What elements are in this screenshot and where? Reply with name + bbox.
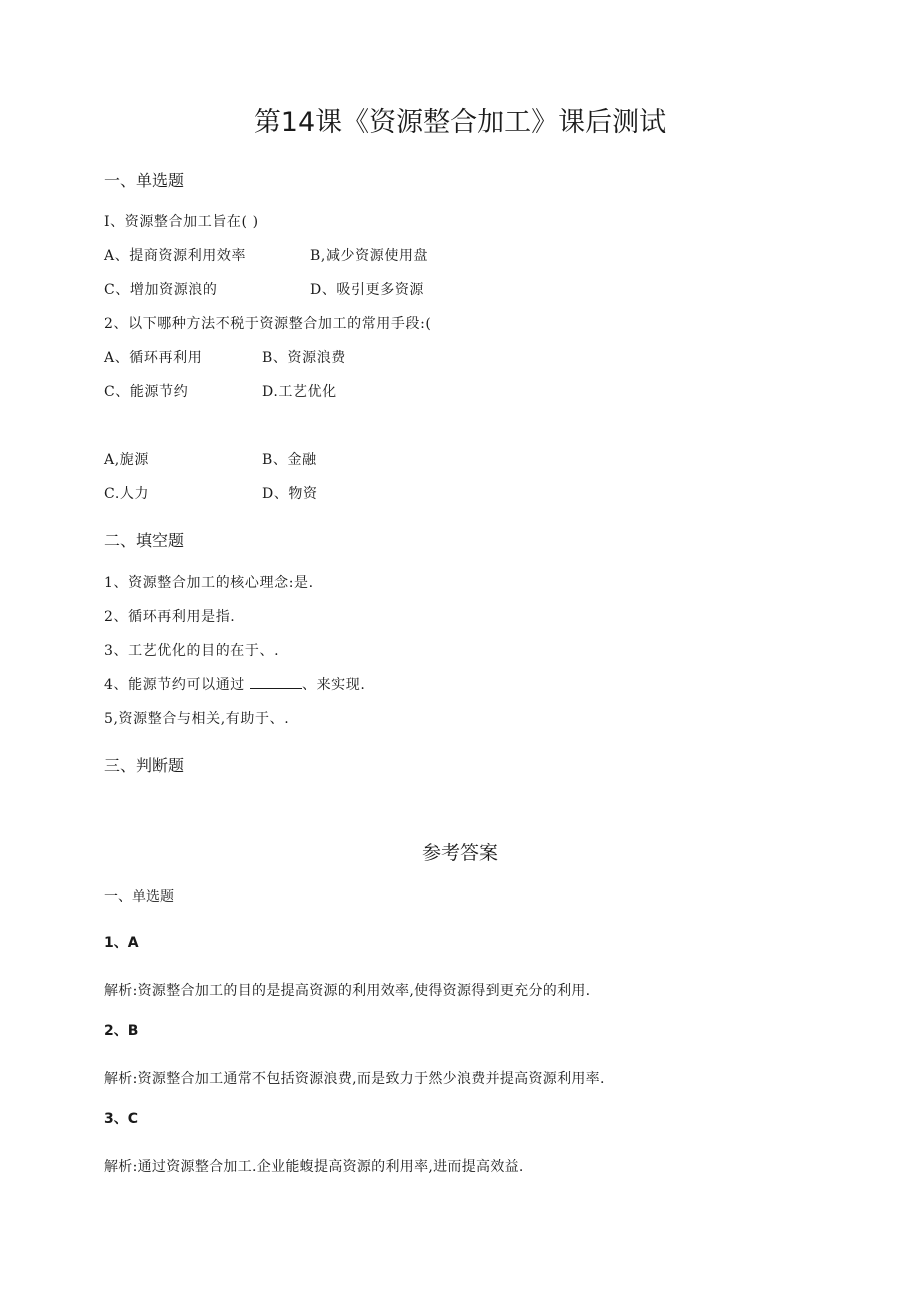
fill-1: 1、资源整合加工的核心理念:是. bbox=[104, 575, 314, 591]
question-3-option-b: B、金融 bbox=[262, 452, 317, 468]
question-1-option-a: A、提商资源利用效率 bbox=[104, 248, 247, 264]
section-fill-blank: 二、填空题 bbox=[104, 531, 185, 550]
section-true-false: 三、判断题 bbox=[104, 756, 185, 775]
question-3-option-c: C.人力 bbox=[104, 486, 150, 502]
question-2-option-a: A、循环再利用 bbox=[104, 350, 203, 366]
question-1-option-c: C、增加资源浪的 bbox=[104, 282, 218, 298]
question-2-option-c: C、能源节约 bbox=[104, 384, 189, 400]
question-1-stem: I、资源整合加工旨在( ) bbox=[104, 214, 259, 230]
fill-4 bbox=[104, 674, 365, 694]
answer-1-explanation: 解析:资源整合加工的目的是提高资源的利用效率,使得资源得到更充分的利用. bbox=[104, 983, 591, 999]
fill-4-prefix: 4、能源节约可以通过 bbox=[104, 677, 245, 693]
question-2-option-d: D.工艺优化 bbox=[262, 384, 337, 400]
question-1-option-d: D、吸引更多资源 bbox=[310, 282, 425, 298]
answer-1: 1、A bbox=[104, 935, 139, 951]
answer-3: 3、C bbox=[104, 1111, 139, 1127]
question-3-option-a: A,旎源 bbox=[104, 452, 149, 468]
answer-2: 2、B bbox=[104, 1023, 139, 1039]
fill-4-blank bbox=[250, 676, 302, 689]
answer-2-explanation: 解析:资源整合加工通常不包括资源浪费,而是致力于然少浪费并提高资源利用率. bbox=[104, 1071, 605, 1087]
fill-5: 5,资源整合与相关,有助于、. bbox=[104, 711, 290, 727]
fill-2: 2、循环再利用是指. bbox=[104, 609, 236, 625]
answers-section-single-choice: 一、单选题 bbox=[104, 889, 174, 905]
fill-4-suffix: 、来实现. bbox=[301, 677, 366, 693]
section-single-choice: 一、单选题 bbox=[104, 171, 185, 190]
fill-3: 3、工艺优化的目的在于、. bbox=[104, 643, 280, 659]
page-title: 第14课《资源整合加工》课后测试 bbox=[253, 107, 667, 138]
answer-3-explanation: 解析:通过资源整合加工.企业能蝮提高资源的利用率,进而提高效益. bbox=[104, 1159, 524, 1175]
question-2-stem: 2、以下哪种方法不税于资源整合加工的常用手段:( bbox=[104, 316, 432, 332]
question-3-option-d: D、物资 bbox=[262, 486, 318, 502]
question-2-option-b: B、资源浪费 bbox=[262, 350, 346, 366]
question-1-option-b: B,减少资源使用盘 bbox=[310, 248, 429, 264]
answers-title: 参考答案 bbox=[421, 842, 498, 864]
